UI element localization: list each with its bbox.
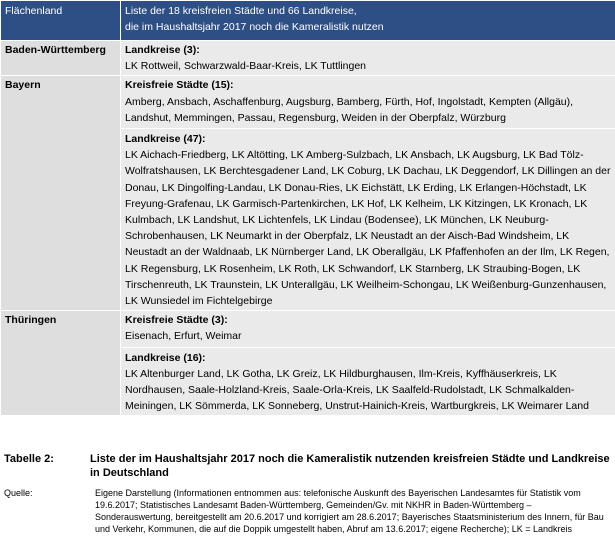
state-name: Thüringen — [1, 311, 121, 416]
section-text: LK Altenburger Land, LK Gotha, LK Greiz, LK Hildburghausen, Ilm-Kreis, Kyffhäuserkreis, LK Nordhausen, Saale-Holzland-Kreis, Saale-Orla-Kreis, LK Saalfeld-Rudolstadt, LK Schmalkalden-Meiningen, LK Sömmerda, LK Sonneberg, Unstrut-Hainich-Kreis, Wartburgkreis, LK Weimarer Land — [125, 367, 589, 413]
header-title-line-2: die im Haushaltsjahr 2017 noch die Kameralistik nutzen — [125, 21, 384, 34]
header-title-line-1: Liste der 18 kreisfreien Städte und 66 Landkreise, — [125, 5, 357, 17]
section-title: Landkreise (47): — [125, 133, 206, 146]
table-header-row — [1, 1, 615, 41]
header-list-column — [121, 1, 615, 41]
source-text: Eigene Darstellung (Informationen entnommen aus: telefonische Auskunft des Bayerischen Landesamtes für Statistik vom 19.6.2017; Statistisches Landesamt Baden-Württemberg, Gemeinden/Gv. mit NKHR in Baden-Württemberg – Sonderauswertung, bereitgestellt am 20.6.2017 und korrigiert am 28.6.2017; Bayerisches Staatsministerium des Innern, für Bau und Verkehr, Kommunen, die auf die Doppik umgestellt haben, Abruf am 13.6.2017; eigene Recherche); LK = Landkreis — [95, 488, 604, 534]
section-title: Landkreise (16): — [125, 351, 206, 364]
state-name: Baden-Württemberg — [1, 41, 121, 76]
section-divider — [121, 347, 615, 415]
section-text: Eisenach, Erfurt, Weimar — [125, 330, 242, 343]
caption-text: Liste der im Haushaltsjahr 2017 noch die Kameralistik nutzenden kreisfreien Städte und Landkreise in Deutschland — [90, 453, 610, 479]
state-name: Bayern — [1, 76, 121, 311]
table-row — [1, 41, 615, 76]
section-divider — [121, 128, 615, 309]
state-content — [121, 76, 615, 311]
table-row — [1, 311, 615, 416]
state-content — [121, 311, 615, 416]
section-title: Kreisfreie Städte (3): — [125, 314, 228, 327]
section-title: Landkreise (3): — [125, 44, 200, 56]
section-text: LK Aichach-Friedberg, LK Altötting, LK Amberg-Sulzbach, LK Ansbach, LK Augsburg, LK Bad Tölz-Wolfratshausen, LK Berchtesgadener Land, LK Coburg, LK Dachau, LK Deggendorf, LK Dillingen an der Donau, LK Dingolfing-Landau, LK Donau-Ries, LK Eichstätt, LK Erding, LK Erlangen-Höchstadt, LK Freyung-Grafenau, LK Garmisch-Partenkirchen, LK Hof, LK Kelheim, LK Kitzingen, LK Kronach, LK Kulmbach, LK Landshut, LK Lichtenfels, LK Lindau (Bodensee), LK München, LK Neuburg-Schrobenhausen, LK Neumarkt in der Oberpfalz, LK Neustadt an der Aisch-Bad Windsheim, LK Neustadt an der Waldnaab, LK Nürnberger Land, LK Oberallgäu, LK Pfaffenhofen an der Ilm, LK Regen, LK Regensburg, LK Rosenheim, LK Roth, LK Schwandorf, LK Starnberg, LK Straubing-Bogen, LK Tirschenreuth, LK Traunstein, LK Unterallgäu, LK Weilheim-Schongau, LK Weißenburg-Gunzenhausen, LK Wunsiedel im Fichtelgebirge — [125, 149, 611, 308]
section-title: Kreisfreie Städte (15): — [125, 79, 234, 92]
section-text: Amberg, Ansbach, Aschaffenburg, Augsburg, Bamberg, Fürth, Hof, Ingolstadt, Kempten (Allgäu), Landshut, Memmingen, Passau, Regensburg, Weiden in der Oberpfalz, Würzburg — [125, 95, 574, 124]
header-state-column: Flächenland — [1, 1, 121, 41]
source-label: Quelle: — [4, 488, 33, 498]
caption-label: Tabelle 2: — [4, 453, 54, 465]
section-text: LK Rottweil, Schwarzwald-Baar-Kreis, LK Tuttlingen — [125, 60, 367, 73]
state-content — [121, 41, 615, 76]
table-row — [1, 76, 615, 311]
